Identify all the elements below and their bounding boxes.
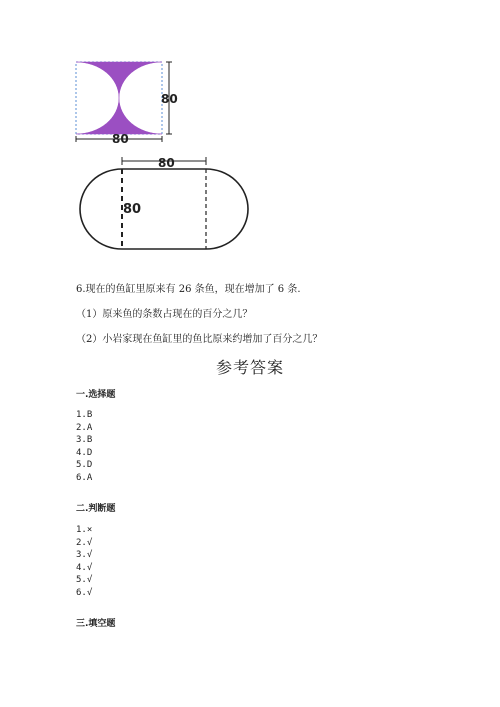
list-item: 1.× <box>76 525 93 535</box>
question-6-part-1: （1）原来鱼的条数占现在的百分之几？ <box>76 309 253 320</box>
list-item: 2.√ <box>76 537 93 548</box>
list-item: 4.D <box>76 447 93 458</box>
list-item: 5.D <box>76 460 93 470</box>
section-heading-judgment: 二.判断题 <box>76 504 116 514</box>
list-item: 4.√ <box>76 562 93 573</box>
square-width-label: 80 <box>112 132 129 146</box>
list-item: 2.A <box>76 422 93 433</box>
stadium-side-label: 80 <box>123 202 142 217</box>
question-6-part-2: （2）小岩家现在鱼缸里的鱼比原来约增加了百分之几？ <box>76 334 323 345</box>
stadium-figure <box>75 155 255 255</box>
list-item: 1.B <box>76 410 93 420</box>
section-heading-fill-blank: 三.填空题 <box>76 619 116 629</box>
question-6-stem: 6.现在的鱼缸里原来有 26 条鱼，现在增加了 6 条. <box>76 284 301 295</box>
stadium-top-label: 80 <box>158 156 175 170</box>
list-item: 6.A <box>76 472 93 483</box>
list-item: 5.√ <box>76 575 93 585</box>
section-heading-choice: 一.选择题 <box>76 390 116 400</box>
stadium-outline <box>80 169 248 249</box>
answer-list-judgment <box>76 524 92 599</box>
list-item: 6.√ <box>76 587 93 598</box>
answer-key-title: 参考答案 <box>215 358 284 377</box>
shaded-region <box>76 62 162 134</box>
list-item: 3.√ <box>76 550 93 560</box>
list-item: 3.B <box>76 435 93 445</box>
answer-list-choice <box>76 409 92 484</box>
square-height-label: 80 <box>161 92 178 106</box>
